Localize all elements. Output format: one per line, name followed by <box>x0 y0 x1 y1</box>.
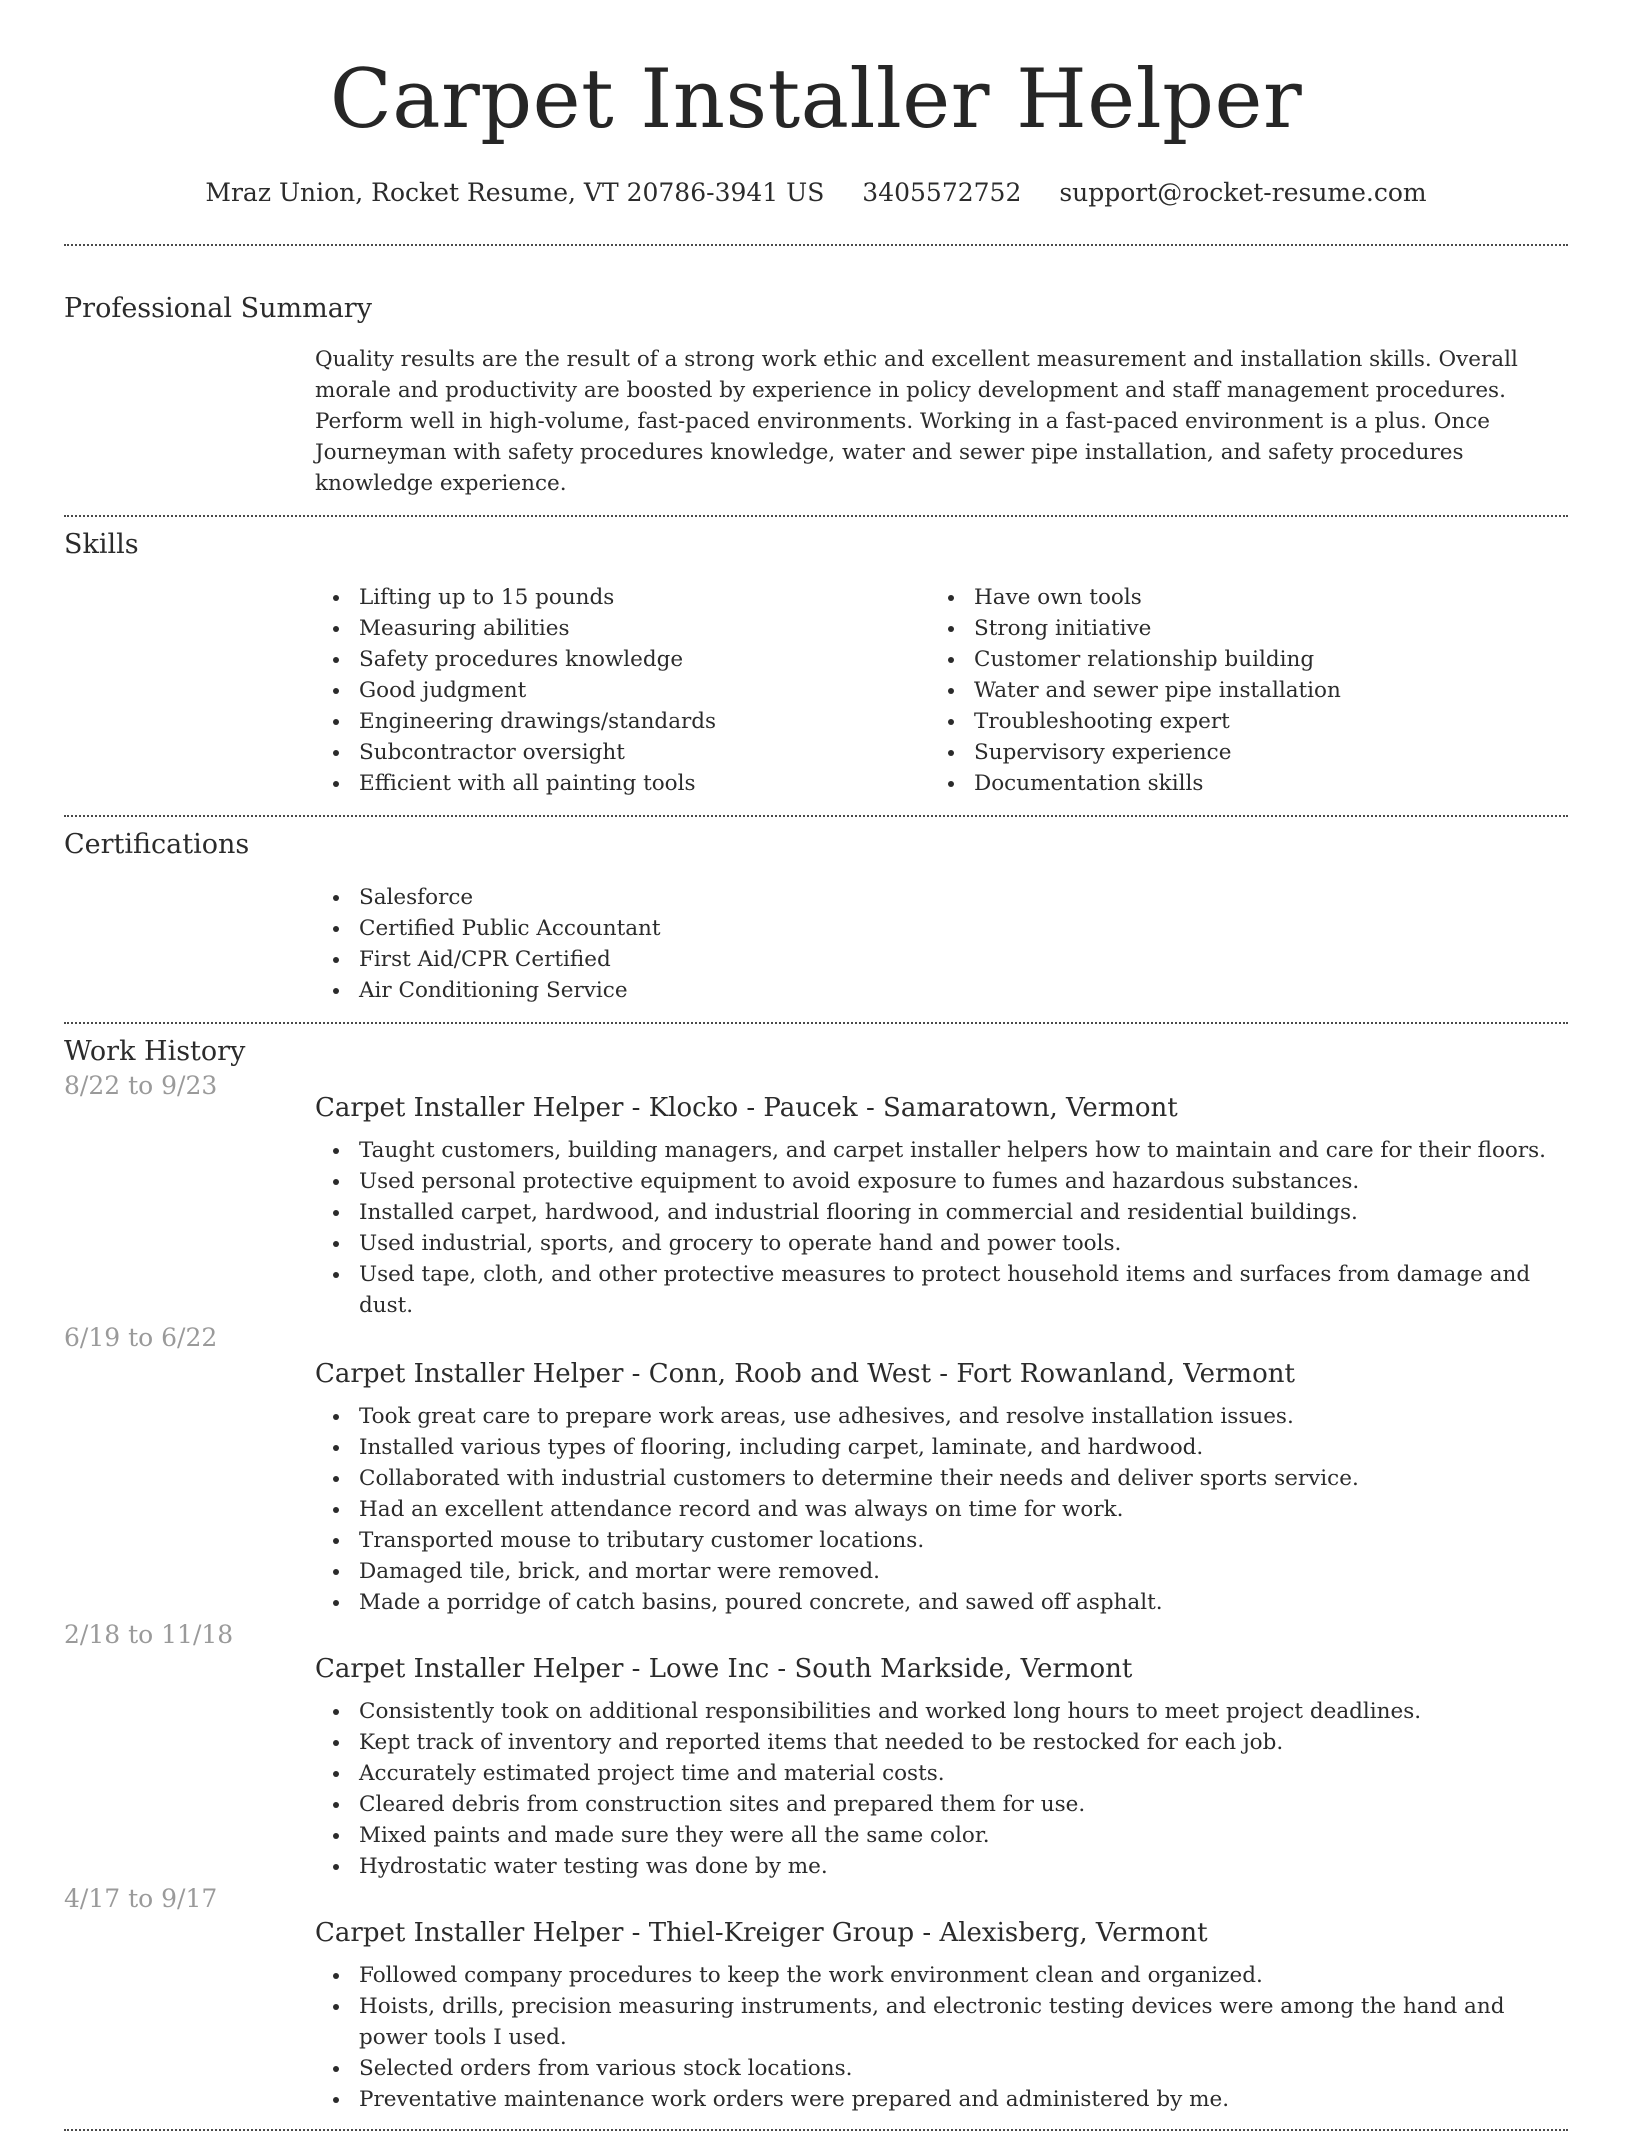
job-bullet: Used personal protective equipment to avoid exposure to fumes and hazardous substances. <box>315 1166 1568 1197</box>
skills-section <box>64 517 1568 815</box>
job-bullet: Consistently took on additional responsibilities and worked long hours to meet project deadlines. <box>315 1696 1568 1727</box>
job-bullets <box>315 1135 1568 1321</box>
job-dates: 4/17 to 9/17 <box>64 1884 218 1913</box>
skill-item: Supervisory experience <box>930 737 1545 768</box>
skill-item: Water and sewer pipe installation <box>930 675 1545 706</box>
job-content <box>315 1916 1568 2129</box>
skill-item: Good judgment <box>315 675 930 706</box>
skills-title: Skills <box>64 529 139 560</box>
skill-item: Engineering drawings/standards <box>315 706 930 737</box>
summary-content <box>315 326 1568 515</box>
skill-item: Subcontractor oversight <box>315 737 930 768</box>
skill-item: Customer relationship building <box>930 644 1545 675</box>
skill-item: Measuring abilities <box>315 613 930 644</box>
certification-item: Salesforce <box>315 882 1568 913</box>
skills-list-right <box>930 582 1545 799</box>
job-dates: 6/19 to 6/22 <box>64 1323 218 1352</box>
job-bullet: Selected orders from various stock locations. <box>315 2053 1568 2084</box>
job-bullet: Damaged tile, brick, and mortar were removed. <box>315 1556 1568 1587</box>
job-bullet: Followed company procedures to keep the work environment clean and organized. <box>315 1960 1568 1991</box>
contact-line <box>64 176 1568 210</box>
job-entry <box>64 1618 1568 1882</box>
skills-content <box>315 562 1568 815</box>
resume-header <box>64 0 1568 210</box>
certifications-content <box>315 862 1568 1022</box>
candidate-name: Carpet Installer Helper <box>329 53 1303 147</box>
job-bullets <box>315 1696 1568 1882</box>
work-history-title: Work History <box>64 1036 246 1067</box>
job-dates: 8/22 to 9/23 <box>64 1071 218 1100</box>
certification-item: Certified Public Accountant <box>315 913 1568 944</box>
job-bullet: Had an excellent attendance record and was always on time for work. <box>315 1494 1568 1525</box>
job-content <box>315 1091 1568 1321</box>
contact-address: Mraz Union, Rocket Resume, VT 20786-3941 US <box>205 178 825 207</box>
job-entry <box>64 1321 1568 1618</box>
job-content <box>315 1357 1568 1618</box>
job-bullet: Took great care to prepare work areas, use adhesives, and resolve installation issues. <box>315 1401 1568 1432</box>
certification-item: Air Conditioning Service <box>315 975 1568 1006</box>
skill-item: Lifting up to 15 pounds <box>315 582 930 613</box>
skill-item: Documentation skills <box>930 768 1545 799</box>
job-heading: Carpet Installer Helper - Lowe Inc - South Markside, Vermont <box>315 1654 1133 1684</box>
job-dates: 2/18 to 11/18 <box>64 1620 234 1649</box>
certifications-list <box>315 882 1568 1006</box>
job-bullet: Preventative maintenance work orders were prepared and administered by me. <box>315 2084 1568 2115</box>
work-history-section <box>64 1024 1568 2129</box>
skill-item: Troubleshooting expert <box>930 706 1545 737</box>
skill-item: Have own tools <box>930 582 1545 613</box>
job-bullets <box>315 1401 1568 1618</box>
job-bullet: Installed various types of flooring, including carpet, laminate, and hardwood. <box>315 1432 1568 1463</box>
job-bullet: Transported mouse to tributary customer locations. <box>315 1525 1568 1556</box>
job-entry <box>64 1882 1568 2129</box>
skill-item: Strong initiative <box>930 613 1545 644</box>
skill-item: Safety procedures knowledge <box>315 644 930 675</box>
job-entry <box>64 1069 1568 1321</box>
skill-item: Efficient with all painting tools <box>315 768 930 799</box>
job-bullet: Hoists, drills, precision measuring instruments, and electronic testing devices were among the hand and power tools I used. <box>315 1991 1568 2053</box>
job-bullet: Kept track of inventory and reported items that needed to be restocked for each job. <box>315 1727 1568 1758</box>
certifications-title: Certifications <box>64 829 250 860</box>
job-bullet: Collaborated with industrial customers to determine their needs and deliver sports service. <box>315 1463 1568 1494</box>
skills-list-left <box>315 582 930 799</box>
job-bullet: Used tape, cloth, and other protective measures to protect household items and surfaces from damage and dust. <box>315 1259 1568 1321</box>
job-heading: Carpet Installer Helper - Thiel-Kreiger Group - Alexisberg, Vermont <box>315 1918 1208 1948</box>
summary-title: Professional Summary <box>64 293 372 324</box>
job-bullet: Mixed paints and made sure they were all the same color. <box>315 1820 1568 1851</box>
summary-section <box>64 246 1568 515</box>
contact-phone: 3405572752 <box>862 178 1022 207</box>
job-bullet: Made a porridge of catch basins, poured concrete, and sawed off asphalt. <box>315 1587 1568 1618</box>
job-bullet: Accurately estimated project time and material costs. <box>315 1758 1568 1789</box>
job-bullet: Installed carpet, hardwood, and industrial flooring in commercial and residential buildings. <box>315 1197 1568 1228</box>
job-bullet: Used industrial, sports, and grocery to operate hand and power tools. <box>315 1228 1568 1259</box>
job-heading: Carpet Installer Helper - Conn, Roob and West - Fort Rowanland, Vermont <box>315 1359 1295 1389</box>
job-heading: Carpet Installer Helper - Klocko - Paucek - Samaratown, Vermont <box>315 1093 1178 1123</box>
job-bullets <box>315 1960 1568 2115</box>
contact-email: support@rocket-resume.com <box>1059 178 1427 207</box>
job-bullet: Hydrostatic water testing was done by me. <box>315 1851 1568 1882</box>
certifications-section <box>64 817 1568 1022</box>
summary-text: Quality results are the result of a strong work ethic and excellent measurement and installation skills. Overall morale and productivity are boosted by experience in policy development and staff management procedures. Perform well in high-volume, fast-paced environments. Working in a fast-paced environment is a plus. Once Journeyman with safety procedures knowledge, water and sewer pipe installation, and safety procedures knowledge experience. <box>315 347 1518 496</box>
job-content <box>315 1652 1568 1882</box>
job-bullet: Cleared debris from construction sites and prepared them for use. <box>315 1789 1568 1820</box>
certification-item: First Aid/CPR Certified <box>315 944 1568 975</box>
job-bullet: Taught customers, building managers, and carpet installer helpers how to maintain and care for their floors. <box>315 1135 1568 1166</box>
